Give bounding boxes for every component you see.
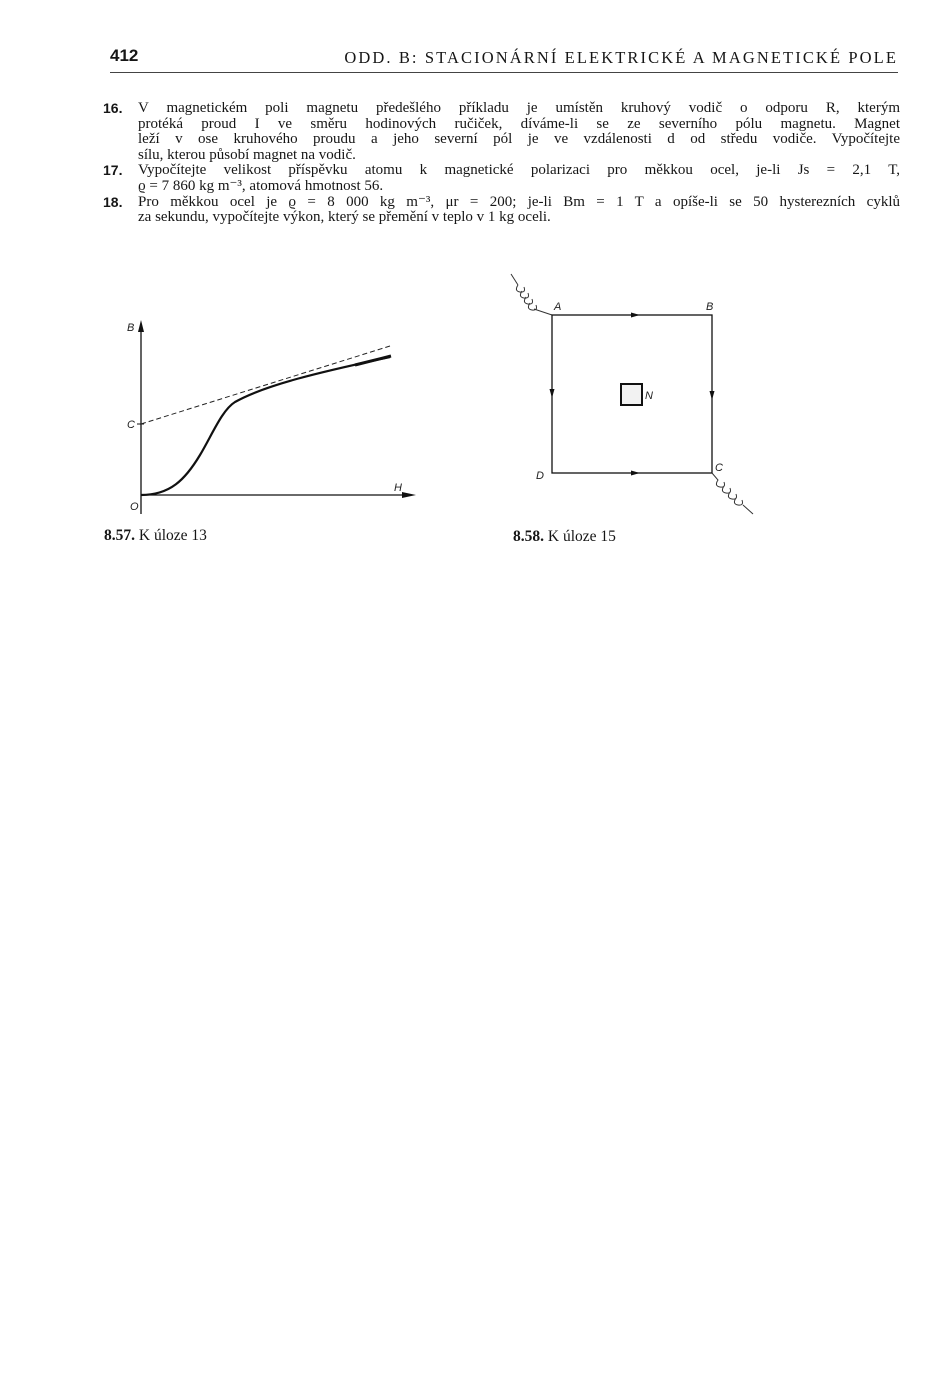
h-axis-label: H	[394, 482, 402, 494]
magnet-n-square	[621, 384, 642, 405]
magnet-n-label: N	[645, 390, 653, 402]
problem-list	[103, 101, 900, 226]
problem-line: ϱ = 7 860 kg m⁻³, atomová hmotnost 56.	[138, 178, 384, 194]
figure-8-58-square-loop	[505, 268, 765, 520]
arrow-top	[631, 313, 640, 318]
outgoing-lead-tip	[743, 505, 753, 514]
header-rule	[110, 72, 898, 73]
problem-number: 17.	[103, 162, 123, 179]
running-header	[110, 44, 898, 72]
caption-number: 8.58.	[513, 528, 544, 545]
h-axis-arrowhead	[402, 492, 416, 498]
running-title: ODD. B: STACIONÁRNÍ ELEKTRICKÉ A MAGNETICKÉ POLE	[344, 48, 898, 67]
problem-line: za sekundu, vypočítejte výkon, který se přemění v teplo v 1 kg oceli.	[138, 210, 551, 226]
curve-tail	[355, 356, 391, 365]
corner-a-label: A	[554, 301, 562, 313]
problem-number: 16.	[103, 100, 123, 116]
asymptote-dashed-line	[141, 346, 390, 424]
corner-b-label: B	[706, 301, 714, 313]
outgoing-lead-coil	[712, 473, 743, 505]
figure-8-57-magnetization-curve	[100, 310, 430, 520]
problem-17	[103, 163, 900, 194]
b-axis-label: B	[127, 322, 135, 334]
origin-label: O	[130, 501, 139, 513]
incoming-lead-coil	[516, 285, 552, 315]
problem-line: Vypočítejte velikost příspěvku atomu k magnetické polarizaci pro měkkou ocel, je-li Js = 2,1 T,	[138, 163, 900, 179]
arrow-bottom	[631, 471, 640, 476]
caption-number: 8.57.	[104, 527, 135, 544]
corner-c-label: C	[715, 462, 723, 474]
problem-16	[103, 101, 900, 163]
problem-line: Pro měkkou ocel je ϱ = 8 000 kg m⁻³, μr = 200; je-li Bm = 1 T a opíše-li se 50 hysterezních cyklů	[138, 194, 900, 210]
problem-line: leží v ose kruhového proudu a jeho severní pól je ve vzdálenosti d od středu vodiče. Vypočítejte	[138, 132, 900, 148]
corner-d-label: D	[536, 470, 544, 482]
problem-line: V magnetickém poli magnetu předešlého příkladu je umístěn kruhový vodič o odporu R, kterým	[138, 101, 900, 116]
b-axis-arrowhead	[138, 320, 144, 332]
figure-8-57-caption	[104, 527, 207, 545]
incoming-lead-tip	[511, 274, 518, 285]
caption-text: K úloze 15	[547, 528, 616, 545]
arrow-left	[550, 389, 555, 398]
problem-line: sílu, kterou působí magnet na vodič.	[138, 147, 356, 163]
problem-18	[103, 195, 900, 226]
arrow-right	[710, 391, 715, 400]
problem-line: protéká proud I ve směru hodinových ručiček, díváme-li se ze severního pólu magnetu. Magnet	[138, 116, 900, 132]
figure-8-58-caption	[513, 528, 616, 546]
problem-number: 18.	[103, 193, 123, 210]
page-number: 412	[110, 46, 139, 65]
c-point-label: C	[127, 419, 135, 431]
magnetization-curve	[141, 357, 390, 495]
caption-text: K úloze 13	[138, 527, 207, 544]
